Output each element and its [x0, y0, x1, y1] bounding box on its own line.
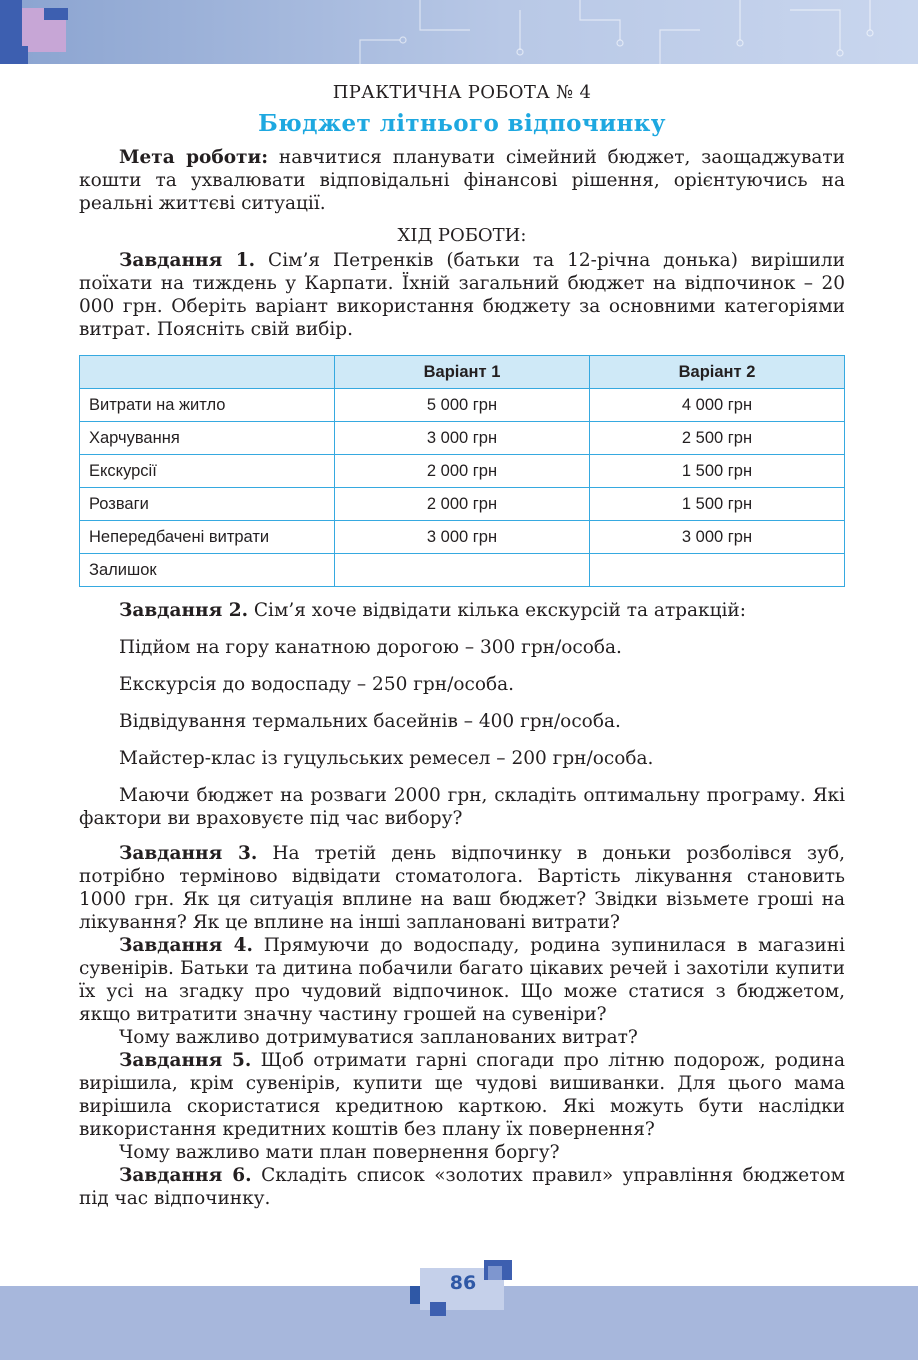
table-cell-variant2: 1 500 грн: [590, 455, 845, 488]
table-cell-category: Непередбачені витрати: [80, 521, 335, 554]
task3-label: Завдання 3.: [119, 843, 258, 864]
table-cell-variant1: 3 000 грн: [335, 521, 590, 554]
task5-paragraph: [79, 1049, 845, 1141]
task2-question: Маючи бюджет на розваги 2000 грн, складіть оптимальну програму. Які фактори ви враховуєте під час вибору?: [79, 785, 845, 829]
table-cell-variant2: 4 000 грн: [590, 389, 845, 422]
task3-text: На третій день відпочинку в доньки розболівся зуб, потрібно терміново відвідати стоматолога. Вартість лікування становить 1000 грн. Як ця ситуація вплине на ваш бюджет? Звідки візьмете гроші на лікування? Як це вплине на інші заплановані витрати?: [79, 843, 845, 933]
task3-paragraph: [79, 842, 845, 934]
progress-heading: ХІД РОБОТИ:: [397, 225, 527, 246]
page-title: Бюджет літнього відпочинку: [258, 110, 666, 137]
budget-table: [79, 355, 845, 587]
task2-item: Відвідування термальних басейнів – 400 грн/особа.: [119, 711, 621, 732]
table-row: [80, 521, 845, 554]
table-header-cell: Варіант 2: [590, 356, 845, 389]
table-cell-category: Залишок: [80, 554, 335, 587]
task4-question: Чому важливо дотримуватися запланованих витрат?: [119, 1027, 638, 1048]
table-cell-category: Харчування: [80, 422, 335, 455]
table-cell-variant2: 3 000 грн: [590, 521, 845, 554]
task2-item: Підйом на гору канатною дорогою – 300 грн/особа.: [119, 637, 622, 658]
circuit-pattern: [0, 0, 918, 64]
goal-text: навчитися планувати сімейний бюджет, заощаджувати кошти та ухвалювати відповідальні фінансові рішення, орієнтуючись на реальні життєві ситуації.: [79, 147, 846, 214]
task4-label: Завдання 4.: [119, 935, 253, 956]
task5-question: Чому важливо мати план повернення боргу?: [119, 1142, 560, 1163]
table-cell-category: Розваги: [80, 488, 335, 521]
goal-label: Мета роботи:: [119, 147, 269, 168]
table-cell-variant2: [590, 554, 845, 587]
page-content: [79, 78, 845, 1210]
table-row: [80, 455, 845, 488]
task1-text: Сім’я Петренків (батьки та 12-річна донька) вирішили поїхати на тиждень у Карпати. Їхній загальний бюджет на відпочинок – 20 000 грн. Оберіть варіант використання бюджету за основними категоріями витрат. Поясніть свій вибір.: [79, 250, 845, 340]
table-row: [80, 554, 845, 587]
task1-label: Завдання 1.: [119, 250, 256, 271]
task6-text: Складіть список «золотих правил» управління бюджетом під час відпочинку.: [79, 1165, 845, 1209]
table-row: [80, 488, 845, 521]
task2-text: Сім’я хоче відвідати кілька екскурсій та атракцій:: [248, 600, 746, 621]
table-cell-variant2: 1 500 грн: [590, 488, 845, 521]
practical-work-label: ПРАКТИЧНА РОБОТА № 4: [332, 82, 592, 103]
table-cell-variant1: [335, 554, 590, 587]
task5-label: Завдання 5.: [119, 1050, 252, 1071]
table-header-row: [80, 356, 845, 389]
table-header-cell: Варіант 1: [335, 356, 590, 389]
task2-item: Екскурсія до водоспаду – 250 грн/особа.: [119, 674, 515, 695]
table-cell-variant1: 5 000 грн: [335, 389, 590, 422]
table-row: [80, 389, 845, 422]
goal-paragraph: [79, 146, 845, 215]
table-header-cell: [80, 356, 335, 389]
top-decorative-band: [0, 0, 918, 64]
task6-paragraph: [79, 1164, 845, 1210]
task2-paragraph: [79, 599, 845, 622]
task2-item: Майстер-клас із гуцульських ремесел – 200 грн/особа.: [119, 748, 654, 769]
task5-text: Щоб отримати гарні спогади про літню подорож, родина вирішила, крім сувенірів, купити ще чудові вишиванки. Для цього мама вирішила скористатися кредитною карткою. Які можуть бути наслідки використання кредитних коштів без плану їх повернення?: [79, 1050, 845, 1140]
task2-label: Завдання 2.: [119, 600, 249, 621]
page-number: 86: [449, 1272, 477, 1294]
task4-text: Прямуючи до водоспаду, родина зупинилася в магазині сувенірів. Батьки та дитина побачили багато цікавих речей і захотіли купити їх усі на згадку про чудовий відпочинок. Що може статися з бюджетом, якщо витратити значну частину грошей на сувеніри?: [79, 935, 845, 1025]
task6-label: Завдання 6.: [119, 1165, 252, 1186]
table-cell-variant2: 2 500 грн: [590, 422, 845, 455]
task1-paragraph: [79, 249, 845, 341]
table-cell-variant1: 3 000 грн: [335, 422, 590, 455]
task4-paragraph: [79, 934, 845, 1026]
table-cell-category: Витрати на житло: [80, 389, 335, 422]
table-cell-category: Екскурсії: [80, 455, 335, 488]
table-row: [80, 422, 845, 455]
table-cell-variant1: 2 000 грн: [335, 488, 590, 521]
table-cell-variant1: 2 000 грн: [335, 455, 590, 488]
page-number-badge: [408, 1258, 518, 1320]
